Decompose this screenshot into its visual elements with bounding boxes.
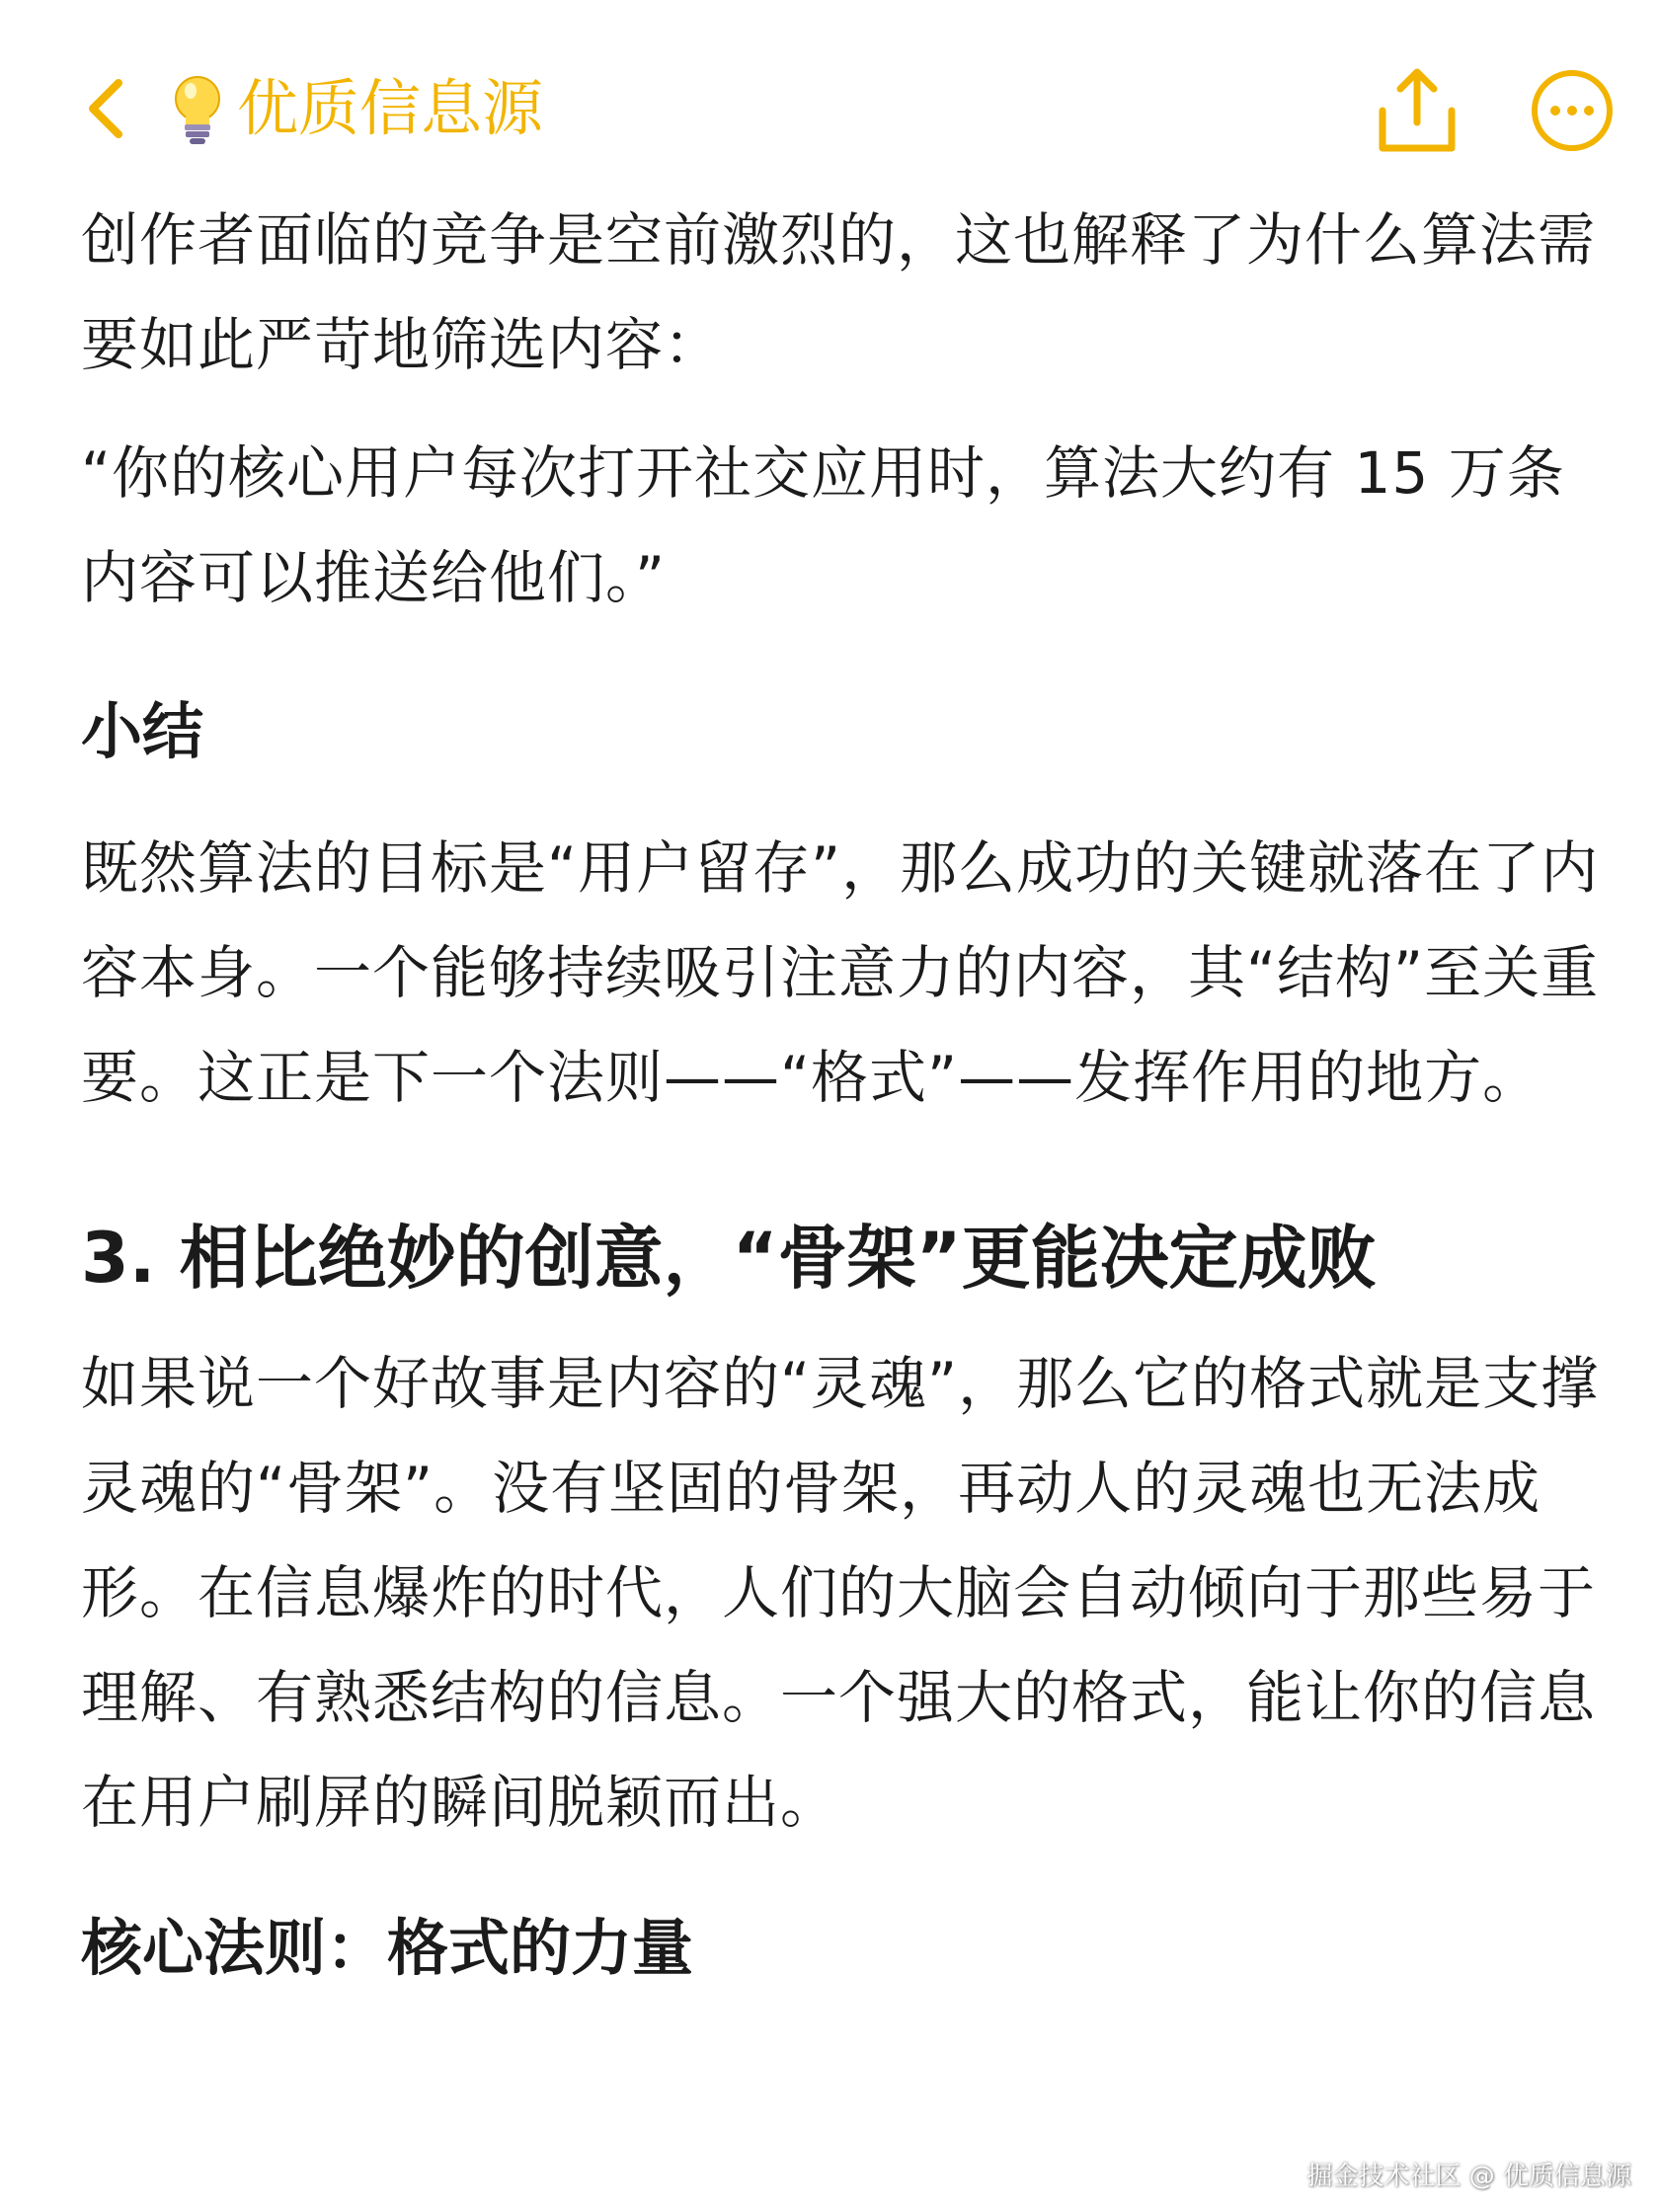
light-bulb-icon [168, 71, 227, 150]
share-upload-icon [1373, 63, 1462, 158]
more-button[interactable] [1529, 67, 1616, 154]
heading-summary: 小结 [81, 695, 204, 767]
paragraph-summary: 既然算法的目标是“用户留存”，那么成功的关键就落在了内容本身。一个能够持续吸引注意力的内容，其“结构”至关重要。这正是下一个法则——“格式”——发挥作用的地方。 [81, 834, 1600, 1111]
back-button[interactable] [69, 69, 148, 148]
page-title: 优质信息源 [237, 72, 544, 144]
heading-core-rule: 核心法则：格式的力量 [81, 1912, 694, 1984]
share-button[interactable] [1373, 63, 1462, 158]
top-bar [0, 0, 1659, 198]
more-horizontal-icon [1529, 67, 1616, 154]
article-body [81, 188, 1602, 2003]
chevron-left-icon [69, 69, 148, 148]
paragraph-format: 如果说一个好故事是内容的“灵魂”，那么它的格式就是支撑灵魂的“骨架”。没有坚固的骨架，再动人的灵魂也无法成形。在信息爆炸的时代，人们的大脑会自动倾向于那些易于理解、有熟悉结构的信息。一个强大的格式，能让你的信息在用户刷屏的瞬间脱颖而出。 [81, 1350, 1600, 1836]
paragraph-quote: “你的核心用户每次打开社交应用时，算法大约有 15 万条内容可以推送给他们。” [81, 439, 1565, 611]
paragraph-competition: 创作者面临的竞争是空前激烈的，这也解释了为什么算法需要如此严苛地筛选内容： [81, 206, 1597, 378]
section-heading: 3. 相比绝妙的创意，“骨架”更能决定成败 [81, 1218, 1377, 1299]
watermark: 掘金技术社区 @ 优质信息源 [1306, 2162, 1631, 2191]
